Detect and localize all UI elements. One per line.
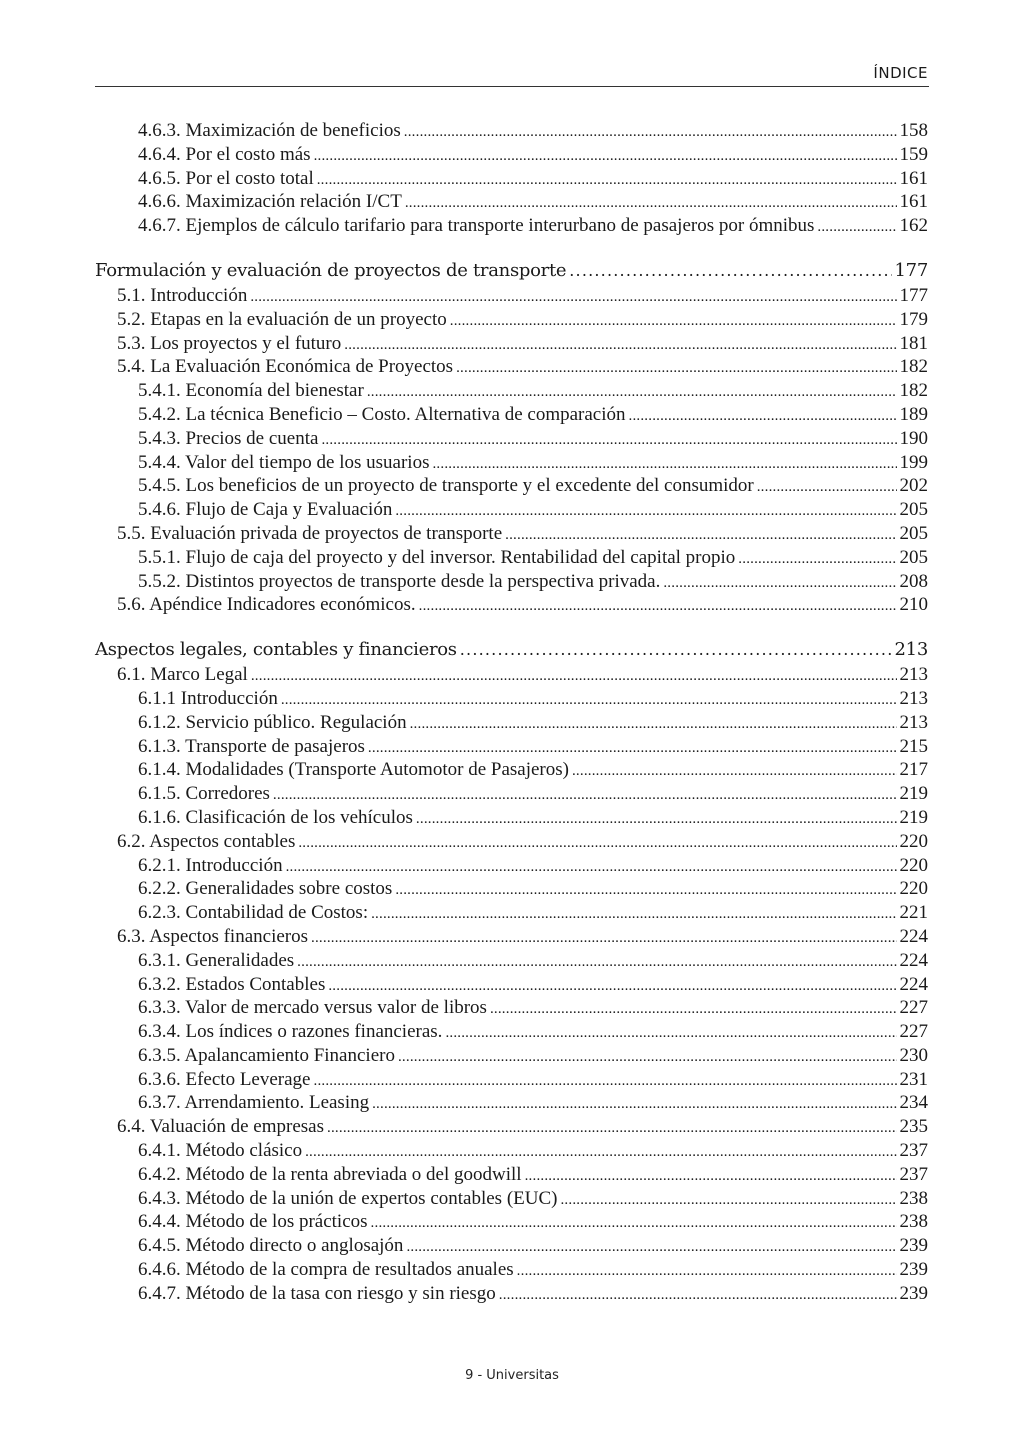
toc-page-number: 238 [899,1187,928,1209]
dot-leader [395,500,896,524]
toc-entry [95,1115,928,1139]
toc-entry [95,427,928,451]
toc-entry [95,284,928,308]
toc-entry [95,546,928,570]
toc-page-number: 161 [899,191,928,213]
toc-page-number: 208 [899,570,928,592]
toc-page-number: 213 [894,639,928,661]
toc-entry [95,498,928,522]
toc-entry [95,735,928,759]
toc-page-number: 177 [899,284,928,306]
dot-leader [572,760,897,784]
dot-leader [344,334,896,358]
toc-page-number: 179 [899,308,928,330]
toc-entry [95,570,928,594]
toc-page-number: 205 [899,546,928,568]
toc-page-number: 213 [899,664,928,686]
toc-entry [95,806,928,830]
toc-entry [95,901,928,925]
dot-leader [327,1117,896,1141]
toc-page-number: 219 [899,806,928,828]
toc-entry-title: 5.4.3. Precios de cuenta [138,427,319,449]
toc-entry-title: 5.3. Los proyectos y el futuro [117,332,342,354]
toc-page-number: 182 [899,356,928,378]
dot-leader [490,998,897,1022]
toc-entry-title: 6.4.3. Método de la unión de expertos contables (EUC) [138,1187,558,1209]
dot-leader [445,1022,896,1046]
toc-entry [95,1234,928,1258]
table-of-contents [95,119,928,1306]
toc-entry-title: Aspectos legales, contables y financieros [95,639,457,661]
toc-page-number: 177 [894,259,928,281]
toc-entry [95,403,928,427]
toc-entry-title: 5.4.6. Flujo de Caja y Evaluación [138,499,393,521]
toc-page-number: 205 [899,499,928,521]
toc-page-number: 238 [899,1211,928,1233]
dot-leader [517,1260,897,1284]
dot-leader [298,832,896,856]
toc-page-number: 162 [899,215,928,237]
toc-page-number: 221 [899,902,928,924]
header-rule [95,86,929,87]
dot-leader [505,524,896,548]
toc-entry-title: 6.4.7. Método de la tasa con riesgo y sin riesgo [138,1282,496,1304]
toc-entry-title: 6.1. Marco Legal [117,664,248,686]
toc-entry-title: Formulación y evaluación de proyectos de transporte [95,259,567,281]
toc-entry [95,451,928,475]
dot-leader [432,453,896,477]
toc-page-number: 181 [899,332,928,354]
toc-entry [95,711,928,735]
dot-leader [311,927,896,951]
toc-entry [95,1091,928,1115]
toc-entry-title: 6.2.3. Contabilidad de Costos: [138,902,369,924]
toc-entry-title: 5.5.1. Flujo de caja del proyecto y del inversor. Rentabilidad del capital propio [138,546,736,568]
toc-page-number: 224 [899,949,928,971]
toc-entry [95,522,928,546]
dot-leader [460,637,892,663]
toc-entry [95,687,928,711]
toc-page-number: 158 [899,120,928,141]
toc-entry-title: 6.3.2. Estados Contables [138,973,326,995]
toc-entry [95,1282,928,1306]
toc-entry [95,1068,928,1092]
toc-page-number: 202 [899,475,928,497]
toc-page-number: 190 [899,427,928,449]
toc-entry-title: 6.1.1 Introducción [138,687,278,709]
toc-entry-title: 4.6.6. Maximización relación I/CT [138,191,402,213]
toc-entry [95,973,928,997]
toc-entry [95,925,928,949]
toc-entry-title: 6.3.1. Generalidades [138,949,295,971]
toc-entry-title: 6.2. Aspectos contables [117,830,296,852]
dot-leader [305,1141,896,1165]
toc-page-number: 220 [899,830,928,852]
toc-page-number: 220 [899,878,928,900]
dot-leader [757,476,897,500]
toc-entry-title: 5.1. Introducción [117,284,248,306]
toc-entry [95,663,928,687]
toc-entry-title: 6.4.2. Método de la renta abreviada o del goodwill [138,1163,522,1185]
toc-entry-title: 6.4.5. Método directo o anglosajón [138,1235,404,1257]
toc-entry-title: 5.4.1. Economía del bienestar [138,380,364,402]
toc-entry-title: 6.1.2. Servicio público. Regulación [138,711,407,733]
dot-leader [314,145,897,169]
dot-leader [317,169,897,193]
toc-entry [95,119,928,143]
toc-page-number: 205 [899,522,928,544]
dot-leader [560,1189,896,1213]
toc-page-number: 159 [899,143,928,165]
toc-entry-title: 6.3.4. Los índices o razones financieras. [138,1021,443,1043]
toc-page-number: 215 [899,735,928,757]
toc-entry [95,143,928,167]
toc-chapter-entry [95,258,928,284]
toc-entry [95,1044,928,1068]
toc-page-number: 219 [899,783,928,805]
toc-entry [95,1020,928,1044]
toc-entry-title: 6.4. Valuación de empresas [117,1116,325,1138]
toc-entry [95,308,928,332]
toc-entry-title: 6.4.1. Método clásico [138,1140,303,1162]
toc-entry [95,379,928,403]
running-header: ÍNDICE [873,64,928,82]
dot-leader [404,121,897,145]
toc-page-number: 161 [899,167,928,189]
dot-leader [286,856,897,880]
toc-page-number: 210 [899,594,928,616]
toc-entry-title: 6.1.3. Transporte de pasajeros [138,735,365,757]
dot-leader [328,975,896,999]
dot-leader [629,405,897,429]
dot-leader [410,713,897,737]
toc-entry-title: 6.4.6. Método de la compra de resultados anuales [138,1259,514,1281]
toc-entry [95,355,928,379]
toc-entry-title: 6.3.6. Efecto Leverage [138,1068,311,1090]
toc-entry [95,758,928,782]
dot-leader [499,1284,897,1308]
toc-page-number: 237 [899,1163,928,1185]
dot-leader [314,1070,897,1094]
toc-page-number: 224 [899,973,928,995]
dot-leader [371,1212,897,1236]
toc-entry-title: 6.1.5. Corredores [138,783,270,805]
toc-entry-title: 6.3. Aspectos financieros [117,925,309,947]
dot-leader [416,808,897,832]
dot-leader [406,1236,896,1260]
toc-entry-title: 6.2.2. Generalidades sobre costos [138,878,393,900]
toc-page-number: 239 [899,1282,928,1304]
toc-page-number: 213 [899,711,928,733]
page-footer: 9 - Universitas [465,1368,559,1383]
toc-entry [95,949,928,973]
dot-leader [372,1093,896,1117]
dot-leader [371,903,896,927]
dot-leader [419,595,897,619]
dot-leader [450,310,897,334]
toc-page-number: 227 [899,1021,928,1043]
dot-leader [398,1046,897,1070]
toc-entry-title: 6.4.4. Método de los prácticos [138,1211,368,1233]
dot-leader [817,216,896,240]
toc-page-number: 234 [899,1092,928,1114]
dot-leader [251,665,897,689]
toc-entry-title: 6.1.6. Clasificación de los vehículos [138,806,413,828]
toc-entry-title: 6.1.4. Modalidades (Transporte Automotor de Pasajeros) [138,759,569,781]
dot-leader [297,951,896,975]
toc-page-number: 230 [899,1044,928,1066]
toc-entry-title: 5.6. Apéndice Indicadores económicos. [117,594,416,616]
dot-leader [569,258,891,284]
toc-entry-title: 5.2. Etapas en la evaluación de un proyecto [117,308,447,330]
toc-entry-title: 4.6.3. Maximización de beneficios [138,120,401,141]
toc-page-number: 239 [899,1235,928,1257]
toc-entry [95,1258,928,1282]
toc-entry-title: 6.3.5. Apalancamiento Financiero [138,1044,395,1066]
toc-entry [95,1139,928,1163]
toc-page-number: 199 [899,451,928,473]
dot-leader [250,286,896,310]
toc-entry-title: 5.5. Evaluación privada de proyectos de transporte [117,522,503,544]
toc-entry-title: 6.3.3. Valor de mercado versus valor de libros [138,997,487,1019]
toc-page-number: 231 [899,1068,928,1090]
toc-page-number: 213 [899,687,928,709]
toc-entry [95,854,928,878]
toc-entry [95,474,928,498]
toc-page-number: 239 [899,1259,928,1281]
toc-page-number: 227 [899,997,928,1019]
toc-page-number: 237 [899,1140,928,1162]
toc-entry-title: 5.4.5. Los beneficios de un proyecto de transporte y el excedente del consumidor [138,475,754,497]
toc-page-number: 182 [899,380,928,402]
toc-page-number: 189 [899,403,928,425]
toc-entry [95,1210,928,1234]
toc-page-number: 220 [899,854,928,876]
toc-entry [95,593,928,617]
toc-entry-title: 4.6.4. Por el costo más [138,143,311,165]
toc-entry-title: 4.6.5. Por el costo total [138,167,314,189]
toc-entry [95,877,928,901]
toc-entry [95,214,928,238]
toc-entry-title: 5.4. La Evaluación Económica de Proyectos [117,356,454,378]
toc-entry [95,1187,928,1211]
toc-entry-title: 5.4.2. La técnica Beneficio – Costo. Alternativa de comparación [138,403,626,425]
toc-entry-title: 6.2.1. Introducción [138,854,283,876]
dot-leader [456,357,896,381]
dot-leader [368,737,897,761]
dot-leader [525,1165,897,1189]
toc-entry [95,332,928,356]
toc-page-number: 224 [899,925,928,947]
toc-entry [95,996,928,1020]
toc-entry [95,1163,928,1187]
toc-chapter-entry [95,637,928,663]
dot-leader [281,689,897,713]
dot-leader [405,192,897,216]
toc-entry [95,167,928,191]
dot-leader [321,429,896,453]
toc-entry [95,782,928,806]
dot-leader [273,784,897,808]
toc-entry-title: 4.6.7. Ejemplos de cálculo tarifario para transporte interurbano de pasajeros por ómnibus [138,215,815,237]
toc-entry-title: 6.3.7. Arrendamiento. Leasing [138,1092,370,1114]
toc-entry-title: 5.4.4. Valor del tiempo de los usuarios [138,451,430,473]
toc-entry [95,190,928,214]
toc-page-number: 235 [899,1116,928,1138]
dot-leader [738,548,896,572]
dot-leader [663,572,896,596]
dot-leader [367,381,897,405]
toc-entry-title: 5.5.2. Distintos proyectos de transporte desde la perspectiva privada. [138,570,661,592]
toc-entry [95,830,928,854]
dot-leader [395,879,896,903]
toc-page-number: 217 [899,759,928,781]
